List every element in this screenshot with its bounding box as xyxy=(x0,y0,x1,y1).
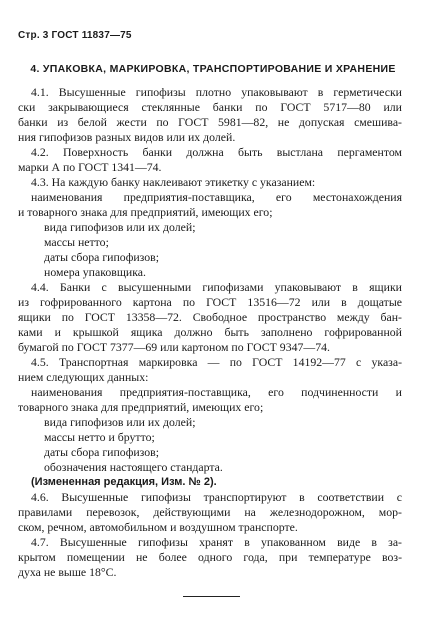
text-line: ском, речном, автомобильном и воздушном транспорте. xyxy=(18,520,298,534)
text-line: наименования предприятия-поставщика, его местонахождения xyxy=(31,190,402,204)
text-line: массы нетто и брутто; xyxy=(44,430,155,444)
text-line: крытом помещении не более одного года, при температуре воз- xyxy=(18,550,402,564)
amendment-note: (Измененная редакция, Изм. № 2). xyxy=(31,476,217,488)
text-line: 4.5. Транспортная маркировка — по ГОСТ 14192—77 с указа- xyxy=(31,355,402,369)
text-line: даты сбора гипофизов; xyxy=(44,250,159,264)
text-line: марки А по ГОСТ 1341—74. xyxy=(18,160,162,174)
end-rule xyxy=(183,596,240,597)
text-line: даты сбора гипофизов; xyxy=(44,445,159,459)
text-line: правилами перевозок, действующими на железнодорожном, мор- xyxy=(18,505,402,519)
text-line: массы нетто; xyxy=(44,235,109,249)
text-line: банки из белой жести по ГОСТ 5981—82, не допуская смешива- xyxy=(18,115,402,129)
text-line: ящики по ГОСТ 13358—72. Свободное пространство между бан- xyxy=(18,310,402,324)
text-line: из гофрированного картона по ГОСТ 13516—72 или в дощатые xyxy=(18,295,402,309)
text-line: нием следующих данных: xyxy=(18,370,149,384)
text-line: и товарного знака для предприятий, имеющих его; xyxy=(18,205,273,219)
text-line: 4.4. Банки с высушенными гипофизами упаковывают в ящики xyxy=(31,280,402,294)
text-line: наименования предприятия-поставщика, его подчиненности и xyxy=(31,385,402,399)
text-line: 4.3. На каждую банку наклеивают этикетку с указанием: xyxy=(31,175,316,189)
text-line: 4.2. Поверхность банки должна быть выстлана пергаментом xyxy=(31,145,402,159)
text-line: товарного знака для предприятий, имеющих его; xyxy=(18,400,264,414)
text-line: обозначения настоящего стандарта. xyxy=(44,460,223,474)
text-line: номера упаковщика. xyxy=(44,265,146,279)
text-line: 4.7. Высушенные гипофизы хранят в упакованном виде в за- xyxy=(31,535,402,549)
text-line: 4.1. Высушенные гипофизы плотно упаковывают в герметически xyxy=(31,85,402,99)
text-line: вида гипофизов или их долей; xyxy=(44,220,196,234)
text-line: вида гипофизов или их долей; xyxy=(44,415,196,429)
text-line: ски закрывающиеся стеклянные банки по ГОСТ 5717—80 или xyxy=(18,100,402,114)
text-line: бумагой по ГОСТ 7377—69 или картоном по ГОСТ 9347—74. xyxy=(18,340,330,354)
text-line: ками и крышкой ящика должно быть заполнено гофрированной xyxy=(18,325,402,339)
text-line: ния гипофизов разных видов или их долей. xyxy=(18,130,236,144)
page-header: Стр. 3 ГОСТ 11837—75 xyxy=(18,30,132,41)
text-line: 4.6. Высушенные гипофизы транспортируют в соответствии с xyxy=(31,490,402,504)
section-title: 4. УПАКОВКА, МАРКИРОВКА, ТРАНСПОРТИРОВАНИЕ И ХРАНЕНИЕ xyxy=(30,63,396,75)
text-line: духа не выше 18°С. xyxy=(18,565,117,579)
